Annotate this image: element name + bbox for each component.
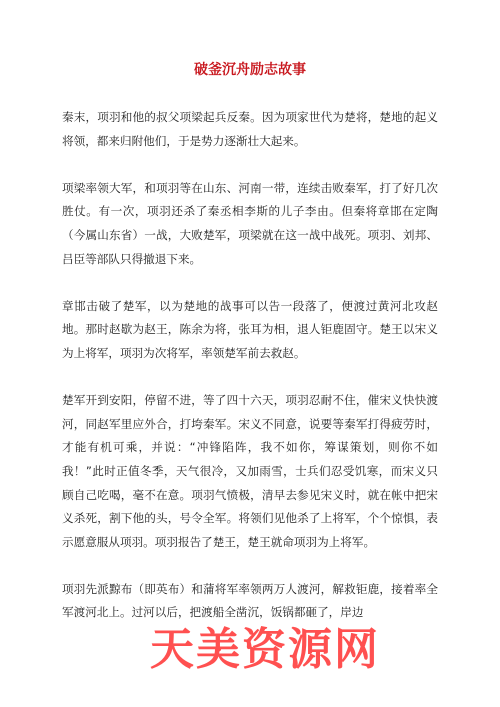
paragraph-1: 秦末，项羽和他的叔父项梁起兵反秦。因为项家世代为楚将，楚地的起义将领，都来归附他们，于是势力逐渐壮大起来。 xyxy=(62,110,438,148)
paragraph-5: 项羽先派黥布（即英布）和蒲将军率领两万人渡河，解救钜鹿，接着率全军渡河北上。过河以后，把渡船全凿沉，饭锅都砸了，岸边 xyxy=(62,581,438,620)
paragraph-3: 章邯击破了楚军，以为楚地的战事可以告一段落了，便渡过黄河北攻赵地。那时赵歇为赵王，陈余为将，张耳为相，退人钜鹿固守。楚王以宋义为上将军，项羽为次将军，率领楚军前去救赵。 xyxy=(62,298,438,360)
document-title: 破釜沉舟励志故事 xyxy=(194,62,306,78)
site-watermark: 天美资源网 xyxy=(150,624,380,675)
paragraph-4: 楚军开到安阳，停留不进，等了四十六天，项羽忍耐不住，催宋义快快渡河，同赵军里应外合，打垮秦军。宋义不同意，说要等秦军打得疲劳时，才能有机可乘，并说：“冲锋陷阵，我不如你，筹谋策划，则你不如我！”此时正值冬季，天气很冷，又加雨雪，士兵们忍受饥寒，而宋义只顾自己吃喝，毫不在意。项羽气愤极，清早去参见宋义时，就在帐中把宋义杀死，割下他的头，号令全军。将领们见他杀了上将军，个个惊惧，表示愿意服从项羽。项羽报告了楚王，楚王就命项羽为上将军。 xyxy=(62,393,438,549)
paragraph-2: 项梁率领大军，和项羽等在山东、河南一带，连续击败秦军，打了好几次胜仗。有一次，项羽还杀了秦丞相李斯的儿子李由。但秦将章邯在定陶（今属山东省）一战，大败楚军，项梁就在这一战中战死。项羽、刘邦、吕臣等部队只得撤退下来。 xyxy=(62,180,438,266)
document-body xyxy=(62,106,438,649)
